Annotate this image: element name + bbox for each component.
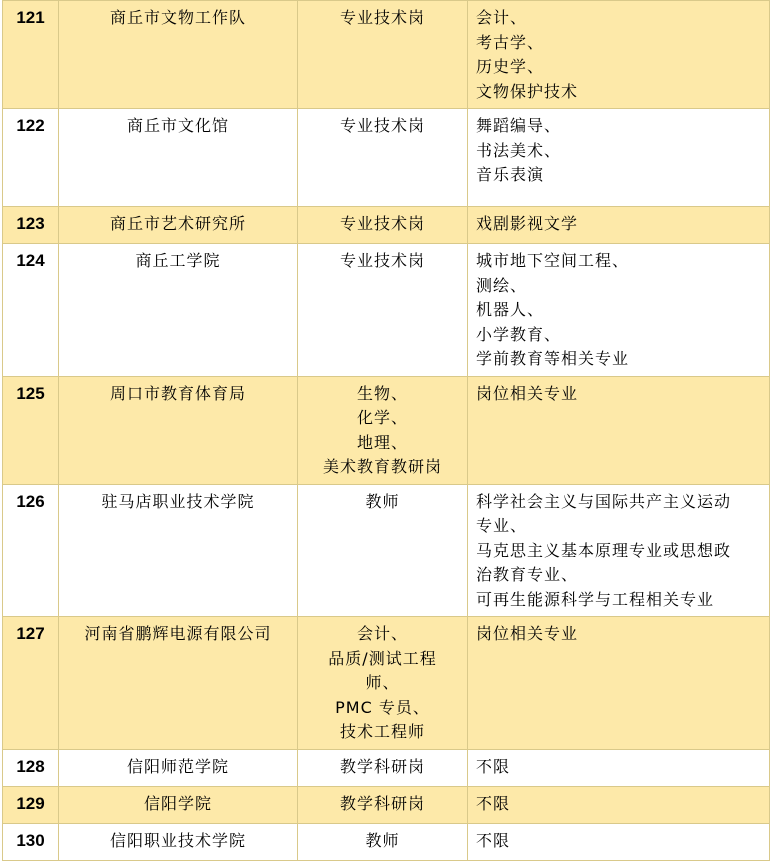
major-line: 不限 <box>476 830 511 850</box>
table-row <box>3 484 770 617</box>
post-line: 化学、 <box>356 408 408 427</box>
row-number: 125 <box>3 376 59 484</box>
major-line: 会计、 <box>476 8 528 27</box>
post-cell <box>298 207 468 244</box>
employer-name: 商丘市艺术研究所 <box>59 207 298 244</box>
post-cell <box>298 617 468 750</box>
table-body <box>3 1 770 861</box>
major-line: 不限 <box>476 756 511 776</box>
major-cell <box>468 749 770 786</box>
row-number: 124 <box>3 244 59 377</box>
post-line: 专业技术岗 <box>339 214 425 233</box>
post-cell <box>298 109 468 207</box>
post-line: 技术工程师 <box>339 722 425 741</box>
table-row <box>3 109 770 207</box>
major-line: 马克思主义基本原理专业或思想政 <box>476 540 732 560</box>
major-line: 考古学、 <box>476 32 545 52</box>
recruitment-table <box>2 0 770 861</box>
row-number: 128 <box>3 749 59 786</box>
post-line: 专业技术岗 <box>339 8 425 27</box>
employer-name: 河南省鹏辉电源有限公司 <box>59 617 298 750</box>
major-cell <box>468 617 770 750</box>
major-cell <box>468 376 770 484</box>
post-line: 美术教育教研岗 <box>322 457 442 476</box>
employer-name: 信阳学院 <box>59 786 298 823</box>
post-cell <box>298 376 468 484</box>
employer-name: 驻马店职业技术学院 <box>59 484 298 617</box>
major-line: 舞蹈编导、 <box>476 116 562 135</box>
row-number: 130 <box>3 823 59 860</box>
row-number: 126 <box>3 484 59 617</box>
post-line: 教学科研岗 <box>339 756 425 776</box>
post-line: 生物、 <box>356 383 408 403</box>
major-cell <box>468 484 770 617</box>
post-line: 会计、 <box>356 624 408 643</box>
major-line: 文物保护技术 <box>476 81 579 101</box>
major-line: 小学教育、 <box>476 324 562 344</box>
post-cell <box>298 823 468 860</box>
major-line: 学前教育等相关专业 <box>476 349 630 368</box>
post-line: 专业技术岗 <box>339 116 425 135</box>
table-row <box>3 786 770 823</box>
major-cell <box>468 823 770 860</box>
post-line: 地理、 <box>356 432 408 452</box>
major-line: 治教育专业、 <box>476 565 579 584</box>
major-cell <box>468 1 770 109</box>
post-line: 教学科研岗 <box>339 793 425 813</box>
major-line: 机器人、 <box>476 300 545 319</box>
row-number: 122 <box>3 109 59 207</box>
post-line: 教师 <box>365 830 400 850</box>
table-row <box>3 207 770 244</box>
major-line: 书法美术、 <box>476 140 562 160</box>
row-number: 129 <box>3 786 59 823</box>
employer-name: 商丘市文物工作队 <box>59 1 298 109</box>
major-line: 城市地下空间工程、 <box>476 251 630 270</box>
post-line: PMC 专员、 <box>335 697 430 717</box>
major-cell <box>468 109 770 207</box>
major-line: 不限 <box>476 793 511 813</box>
row-number: 121 <box>3 1 59 109</box>
major-line: 科学社会主义与国际共产主义运动 <box>476 491 732 511</box>
post-cell <box>298 244 468 377</box>
post-cell <box>298 484 468 617</box>
table-row <box>3 376 770 484</box>
major-cell <box>468 207 770 244</box>
table-row <box>3 617 770 750</box>
major-cell <box>468 244 770 377</box>
post-line: 专业技术岗 <box>339 251 425 270</box>
table-row <box>3 823 770 860</box>
major-line: 测绘、 <box>476 275 528 295</box>
post-line: 师、 <box>365 673 400 692</box>
table-row <box>3 749 770 786</box>
employer-name: 商丘市文化馆 <box>59 109 298 207</box>
post-cell <box>298 749 468 786</box>
major-line: 戏剧影视文学 <box>476 214 579 233</box>
major-line: 岗位相关专业 <box>476 383 579 403</box>
major-cell <box>468 786 770 823</box>
post-line: 品质/测试工程 <box>328 648 437 668</box>
major-line: 岗位相关专业 <box>476 624 579 643</box>
major-line: 音乐表演 <box>476 165 545 184</box>
post-cell <box>298 786 468 823</box>
post-cell <box>298 1 468 109</box>
employer-name: 周口市教育体育局 <box>59 376 298 484</box>
table-row <box>3 244 770 377</box>
post-line: 教师 <box>365 491 400 511</box>
employer-name: 信阳师范学院 <box>59 749 298 786</box>
row-number: 123 <box>3 207 59 244</box>
major-line: 可再生能源科学与工程相关专业 <box>476 589 715 609</box>
table-row <box>3 1 770 109</box>
major-line: 历史学、 <box>476 57 545 76</box>
employer-name: 商丘工学院 <box>59 244 298 377</box>
major-line: 专业、 <box>476 516 528 535</box>
row-number: 127 <box>3 617 59 750</box>
employer-name: 信阳职业技术学院 <box>59 823 298 860</box>
